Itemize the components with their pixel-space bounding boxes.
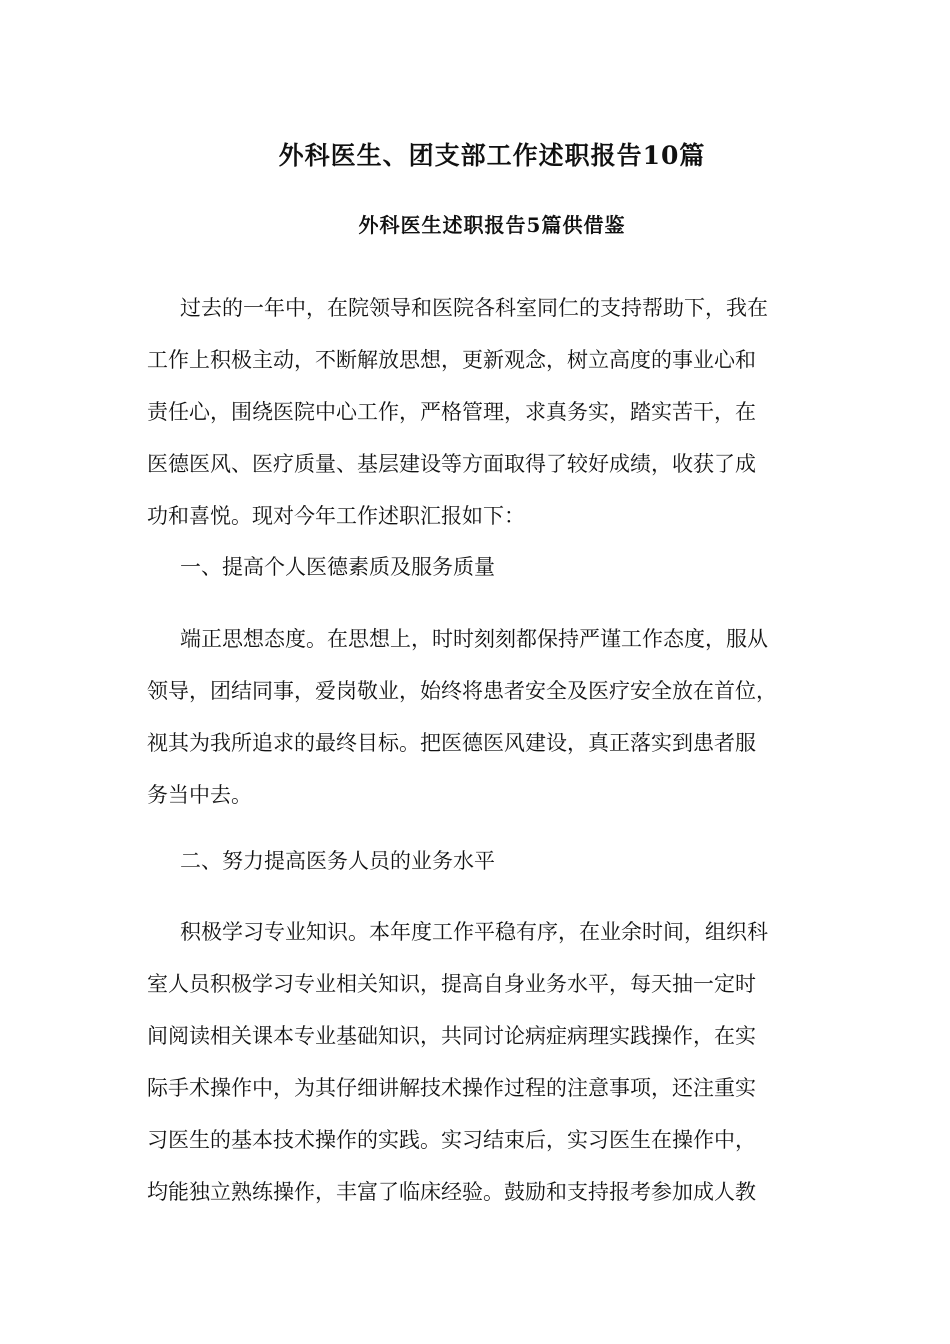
paragraph-section-2 — [147, 906, 811, 1218]
paragraph-line: 医德医风、医疗质量、基层建设等方面取得了较好成绩，收获了成 — [147, 452, 756, 476]
document-title: 外科医生、团支部工作述职报告10篇 — [278, 141, 706, 170]
paragraph-line: 间阅读相关课本专业基础知识，共同讨论病症病理实践操作，在实 — [147, 1024, 756, 1048]
paragraph-line: 工作上积极主动，不断解放思想，更新观念，树立高度的事业心和 — [147, 348, 756, 372]
paragraph-line: 积极学习专业知识。本年度工作平稳有序，在业余时间，组织科 — [180, 920, 768, 944]
paragraph-intro — [147, 282, 811, 542]
paragraph-line: 领导，团结同事，爱岗敬业，始终将患者安全及医疗安全放在首位， — [147, 679, 777, 703]
paragraph-line: 功和喜悦。现对今年工作述职汇报如下： — [147, 504, 525, 528]
section-heading-1: 一、提高个人医德素质及服务质量 — [180, 555, 495, 579]
paragraph-line: 责任心，围绕医院中心工作，严格管理，求真务实，踏实苦干，在 — [147, 400, 756, 424]
section-heading-2: 二、努力提高医务人员的业务水平 — [180, 849, 495, 873]
paragraph-section-1 — [147, 613, 811, 821]
paragraph-line: 室人员积极学习专业相关知识，提高自身业务水平，每天抽一定时 — [147, 972, 756, 996]
paragraph-line: 端正思想态度。在思想上，时时刻刻都保持严谨工作态度，服从 — [180, 627, 768, 651]
paragraph-line: 际手术操作中，为其仔细讲解技术操作过程的注意事项，还注重实 — [147, 1076, 756, 1100]
document-subtitle: 外科医生述职报告5篇供借鉴 — [358, 213, 626, 237]
paragraph-line: 务当中去。 — [147, 783, 252, 807]
paragraph-line: 习医生的基本技术操作的实践。实习结束后，实习医生在操作中， — [147, 1128, 756, 1152]
paragraph-line: 均能独立熟练操作，丰富了临床经验。鼓励和支持报考参加成人教 — [147, 1180, 756, 1204]
paragraph-line: 过去的一年中，在院领导和医院各科室同仁的支持帮助下，我在 — [180, 296, 768, 320]
paragraph-line: 视其为我所追求的最终目标。把医德医风建设，真正落实到患者服 — [147, 731, 756, 755]
